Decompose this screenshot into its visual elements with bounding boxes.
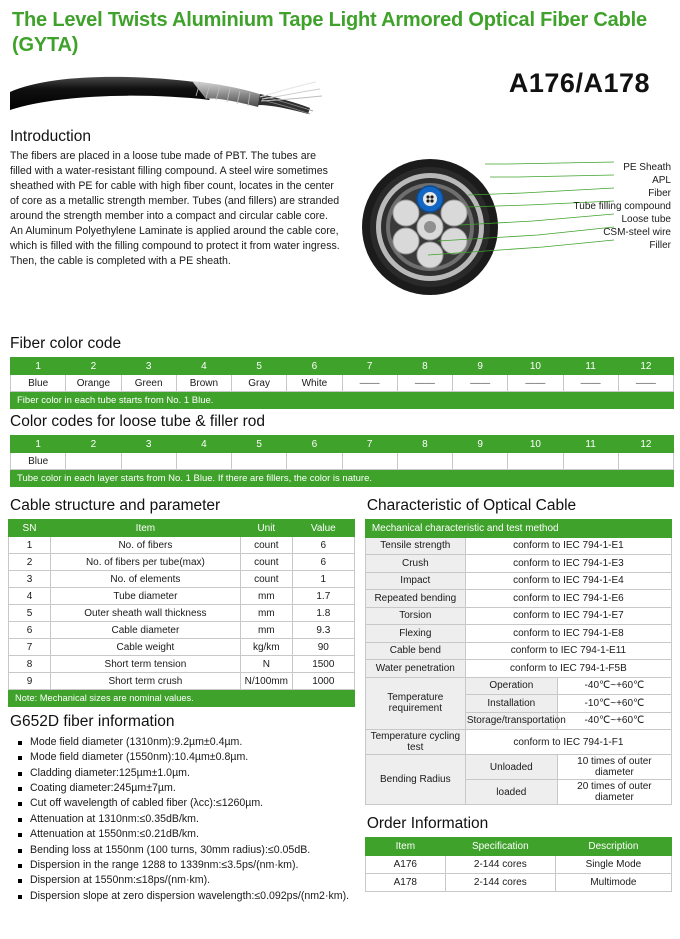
table-row [365, 856, 671, 874]
table-row [365, 660, 671, 678]
cell [508, 453, 563, 470]
callout-loose-tube: Loose tube [621, 214, 671, 225]
list-item: Cut off wavelength of cabled fiber (λcc):≤1260µm. [18, 796, 355, 811]
order-information-table [365, 837, 672, 892]
g652-heading: G652D fiber information [10, 713, 175, 730]
cell: 1500 [292, 656, 354, 673]
cell: Flexing [365, 625, 465, 643]
tube-color-code-table [10, 435, 674, 487]
list-item: Dispersion slope at zero dispersion wavelength:≤0.092ps/(nm2·km). [18, 889, 355, 904]
table-header-row [365, 520, 671, 538]
cell [563, 453, 618, 470]
table-row [365, 607, 671, 625]
table-header-row [9, 520, 355, 537]
col-header-sn: SN [9, 520, 51, 537]
table-row [9, 673, 355, 690]
right-column [365, 493, 672, 904]
cell: 1 [11, 358, 66, 375]
cell: 4 [176, 358, 231, 375]
fiber-color-code-table [10, 357, 674, 409]
cell: 10 [508, 436, 563, 453]
cell: 6 [287, 436, 342, 453]
cell: Torsion [365, 607, 465, 625]
cell-bending-radius: Bending Radius [365, 755, 465, 805]
cell: 10 [508, 358, 563, 375]
cell: 9.3 [292, 622, 354, 639]
cell: 5 [232, 436, 287, 453]
cell: Installation [465, 695, 557, 713]
table-row [365, 730, 671, 755]
cell: Operation [465, 677, 557, 695]
cell: Brown [176, 375, 231, 392]
col-header-unit: Unit [240, 520, 292, 537]
table-row [11, 453, 674, 470]
cell: -40℃~+60℃ [557, 712, 671, 730]
cell: 3 [121, 436, 176, 453]
cell: No. of fibers per tube(max) [51, 554, 241, 571]
cell: 8 [9, 656, 51, 673]
table-row [9, 622, 355, 639]
list-item: Coating diameter:245µm±7µm. [18, 781, 355, 796]
cell: 6 [292, 537, 354, 554]
cell: Short term crush [51, 673, 241, 690]
cell: —— [508, 375, 563, 392]
col-header-value: Value [292, 520, 354, 537]
table-row [11, 392, 674, 409]
tube-color-code-heading: Color codes for loose tube & filler rod [10, 413, 266, 430]
cell: 5 [232, 358, 287, 375]
cell: conform to IEC 794-1-E11 [465, 642, 671, 660]
cell: Short term tension [51, 656, 241, 673]
cell: 1 [292, 571, 354, 588]
table-row [9, 554, 355, 571]
cell: Gray [232, 375, 287, 392]
page-title: The Level Twists Aluminium Tape Light Armored Optical Fiber Cable (GYTA) [12, 9, 647, 56]
cell: 8 [397, 436, 452, 453]
cell: Temperature cycling test [365, 730, 465, 755]
cell: Water penetration [365, 660, 465, 678]
cable-photo [10, 62, 325, 118]
structure-heading: Cable structure and parameter [10, 497, 221, 514]
cell: Blue [11, 453, 66, 470]
table-row [365, 677, 671, 695]
cell: —— [453, 375, 508, 392]
cell: 2 [9, 554, 51, 571]
table-row [11, 375, 674, 392]
callout-filler: Filler [649, 240, 671, 251]
cell: -10℃~+60℃ [557, 695, 671, 713]
table-row [11, 436, 674, 453]
mechanical-characteristic-table [365, 519, 672, 805]
cell: Green [121, 375, 176, 392]
cell: conform to IEC 794-1-E7 [465, 607, 671, 625]
cell: conform to IEC 794-1-E4 [465, 572, 671, 590]
introduction-section [8, 149, 672, 331]
col-header-specification: Specification [445, 838, 555, 856]
cell: conform to IEC 794-1-F5B [465, 660, 671, 678]
left-column [8, 493, 355, 904]
cell: Cable weight [51, 639, 241, 656]
cell: mm [240, 588, 292, 605]
cell: Cable bend [365, 642, 465, 660]
fiber-color-note: Fiber color in each tube starts from No. 1 Blue. [11, 392, 674, 409]
hero-section [8, 60, 672, 122]
cell: 11 [563, 436, 618, 453]
cell: mm [240, 605, 292, 622]
cell [121, 453, 176, 470]
table-row [9, 537, 355, 554]
g652-bullet-list [18, 735, 355, 904]
cell: 20 times of outer diameter [557, 780, 671, 805]
table-row [9, 690, 355, 707]
table-row [365, 625, 671, 643]
table-row [9, 588, 355, 605]
cell: loaded [465, 780, 557, 805]
cell: Tensile strength [365, 537, 465, 555]
model-number: A176/A178 [508, 68, 650, 98]
cell: No. of elements [51, 571, 241, 588]
cell: 6 [292, 554, 354, 571]
callout-tube-filling-compound: Tube filling compound [573, 201, 671, 212]
table-row [11, 358, 674, 375]
mech-table-header: Mechanical characteristic and test method [365, 520, 671, 538]
cell: Blue [11, 375, 66, 392]
callout-fiber: Fiber [648, 188, 671, 199]
cell: conform to IEC 794-1-E1 [465, 537, 671, 555]
table-row [365, 642, 671, 660]
cell: mm [240, 622, 292, 639]
cell: 4 [9, 588, 51, 605]
cell: —— [342, 375, 397, 392]
cell: A178 [365, 874, 445, 892]
cell: kg/km [240, 639, 292, 656]
table-row [365, 874, 671, 892]
cell: 9 [453, 436, 508, 453]
lower-columns [8, 493, 672, 904]
table-header-row [365, 838, 671, 856]
cell: 12 [618, 436, 673, 453]
col-header-item: Item [51, 520, 241, 537]
fiber-color-code-heading: Fiber color code [10, 335, 122, 352]
list-item: Cladding diameter:125µm±1.0µm. [18, 766, 355, 781]
structure-note: Note: Mechanical sizes are nominal values. [9, 690, 355, 707]
cell: —— [618, 375, 673, 392]
cell: 3 [9, 571, 51, 588]
table-row [11, 470, 674, 487]
cell: —— [563, 375, 618, 392]
cell [287, 453, 342, 470]
table-row [9, 639, 355, 656]
cell: 12 [618, 358, 673, 375]
cell: 7 [342, 436, 397, 453]
cell: White [287, 375, 342, 392]
cell: 6 [287, 358, 342, 375]
cell: 10 times of outer diameter [557, 755, 671, 780]
cell: Multimode [555, 874, 671, 892]
cell: 5 [9, 605, 51, 622]
cable-structure-table [8, 519, 355, 707]
list-item: Attenuation at 1310nm:≤0.35dB/km. [18, 812, 355, 827]
introduction-text: The fibers are placed in a loose tube made of PBT. The tubes are filled with a water-resistant filling compound. A steel wire sometimes sheathed with PE for cable with high fiber count, locates in the center of core as a metallic strength member. Tubes (and fillers) are stranded around the strength member into a compact and circular cable core. An Aluminum Polyethylene Laminate is applied around the cable core, which is filled with the filling compound to protect it from water ingress. Then, the cable is completed with a PE sheath. [10, 150, 340, 268]
list-item: Dispersion at 1550nm:≤18ps/(nm·km). [18, 873, 355, 888]
cell: Storage/transportation [465, 712, 557, 730]
cell [66, 453, 121, 470]
cell: No. of fibers [51, 537, 241, 554]
table-row [365, 555, 671, 573]
cell: 11 [563, 358, 618, 375]
cell: —— [397, 375, 452, 392]
cell: -40℃~+60℃ [557, 677, 671, 695]
order-heading: Order Information [366, 815, 489, 832]
cell [453, 453, 508, 470]
cell-temperature-requirement: Temperature requirement [365, 677, 465, 730]
cell: 7 [9, 639, 51, 656]
tube-color-note: Tube color in each layer starts from No. 1 Blue. If there are fillers, the color is nature. [11, 470, 674, 487]
list-item: Attenuation at 1550nm:≤0.21dB/km. [18, 827, 355, 842]
table-row [9, 605, 355, 622]
cell: 90 [292, 639, 354, 656]
cell: 3 [121, 358, 176, 375]
cell: Orange [66, 375, 121, 392]
table-row [365, 537, 671, 555]
cell [342, 453, 397, 470]
table-row [9, 571, 355, 588]
col-header-description: Description [555, 838, 671, 856]
cell: 9 [453, 358, 508, 375]
cell: conform to IEC 794-1-E8 [465, 625, 671, 643]
cell: Single Mode [555, 856, 671, 874]
cell: 4 [176, 436, 231, 453]
cell [176, 453, 231, 470]
cell: Unloaded [465, 755, 557, 780]
list-item: Mode field diameter (1550nm):10.4µm±0.8µm. [18, 750, 355, 765]
cell: Cable diameter [51, 622, 241, 639]
cell: conform to IEC 794-1-F1 [465, 730, 671, 755]
cell: Repeated bending [365, 590, 465, 608]
cell: conform to IEC 794-1-E6 [465, 590, 671, 608]
cell: count [240, 571, 292, 588]
list-item: Dispersion in the range 1288 to 1339nm:≤3.5ps/(nm·km). [18, 858, 355, 873]
col-header-item: Item [365, 838, 445, 856]
cell: N/100mm [240, 673, 292, 690]
callout-pe-sheath: PE Sheath [623, 162, 671, 173]
cell: 6 [9, 622, 51, 639]
cell: count [240, 537, 292, 554]
cell [232, 453, 287, 470]
cell: 1000 [292, 673, 354, 690]
cell: 8 [397, 358, 452, 375]
callout-apl: APL [652, 175, 671, 186]
cell: N [240, 656, 292, 673]
cell [618, 453, 673, 470]
cell: 2 [66, 358, 121, 375]
table-row [365, 590, 671, 608]
cell: conform to IEC 794-1-E3 [465, 555, 671, 573]
introduction-heading: Introduction [10, 128, 91, 145]
cell: A176 [365, 856, 445, 874]
cell: 9 [9, 673, 51, 690]
table-row [9, 656, 355, 673]
cell: count [240, 554, 292, 571]
list-item: Bending loss at 1550nm (100 turns, 30mm radius):≤0.05dB. [18, 843, 355, 858]
cell [397, 453, 452, 470]
callout-csm-steel-wire: CSM-steel wire [603, 227, 671, 238]
cell: 2 [66, 436, 121, 453]
table-row [365, 572, 671, 590]
cell: 2-144 cores [445, 874, 555, 892]
cell: Tube diameter [51, 588, 241, 605]
characteristic-heading: Characteristic of Optical Cable [366, 497, 577, 514]
table-row [365, 755, 671, 780]
list-item: Mode field diameter (1310nm):9.2µm±0.4µm. [18, 735, 355, 750]
cell: Crush [365, 555, 465, 573]
cell: 2-144 cores [445, 856, 555, 874]
cell: 1.7 [292, 588, 354, 605]
cell: 1 [9, 537, 51, 554]
cell: Impact [365, 572, 465, 590]
cell: 1.8 [292, 605, 354, 622]
cell: 7 [342, 358, 397, 375]
cell: 1 [11, 436, 66, 453]
cell: Outer sheath wall thickness [51, 605, 241, 622]
